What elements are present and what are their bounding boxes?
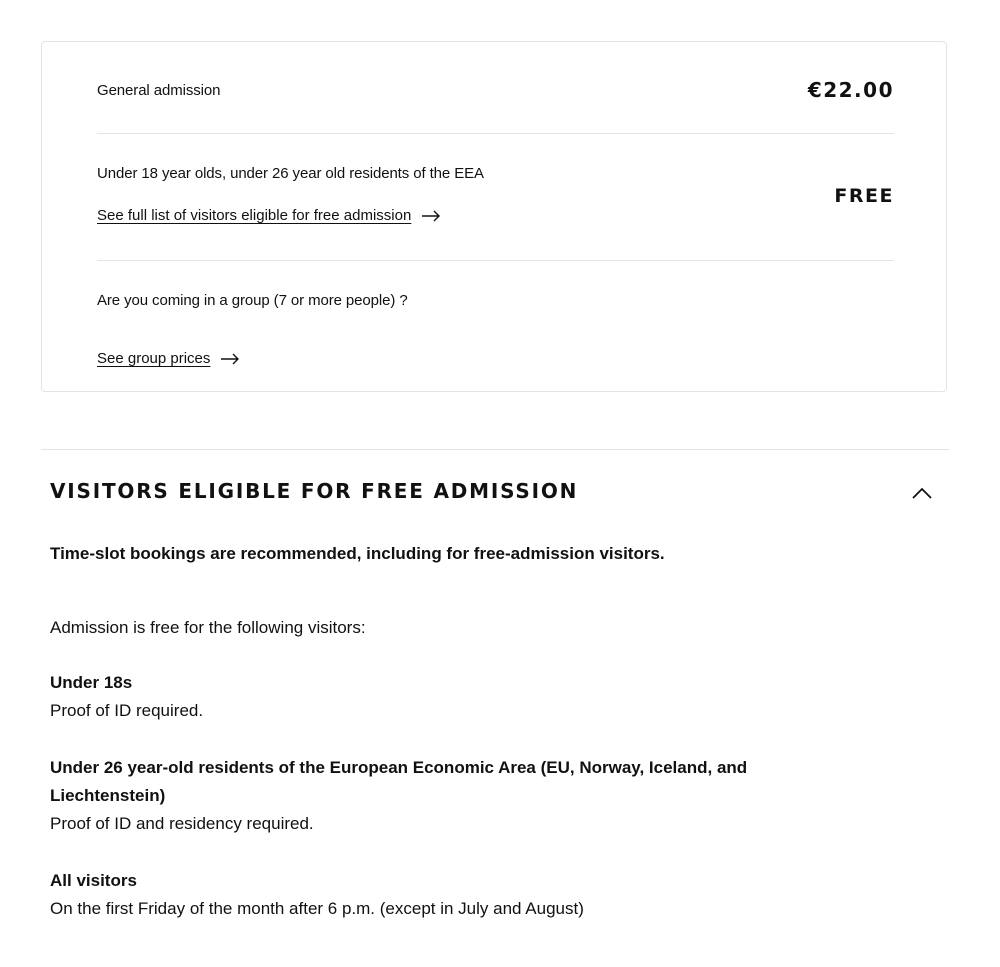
eligibility-group <box>50 754 810 838</box>
price-value: €22.00 <box>807 78 894 102</box>
accordion-title[interactable]: VISITORS ELIGIBLE FOR FREE ADMISSION <box>50 479 579 503</box>
price-row-group <box>97 260 894 393</box>
booking-notice: Time-slot bookings are recommended, including for free-admission visitors. <box>50 544 665 563</box>
eligibility-group-title: Under 26 year-old residents of the European Economic Area (EU, Norway, Iceland, and Liechtenstein) <box>50 758 748 805</box>
price-row-label: Under 18 year olds, under 26 year old residents of the EEA <box>97 165 484 182</box>
eligibility-group-title: Under 18s <box>50 673 133 692</box>
price-row-label: Are you coming in a group (7 or more people) ? <box>97 292 408 309</box>
price-row-label: General admission <box>97 82 221 99</box>
eligibility-group-description: Proof of ID and residency required. <box>50 814 314 833</box>
eligibility-group-description: On the first Friday of the month after 6 p.m. (except in July and August) <box>50 899 584 918</box>
price-row-free <box>97 133 894 261</box>
price-value: FREE <box>834 185 894 207</box>
pricing-card <box>41 41 947 392</box>
link-text: See group prices <box>97 350 211 367</box>
accordion-divider <box>41 449 949 450</box>
eligibility-group-title: All visitors <box>50 871 137 890</box>
price-row-general <box>97 42 894 134</box>
eligibility-group <box>50 669 810 725</box>
link-text: See full list of visitors eligible for free admission <box>97 207 412 224</box>
arrow-right-icon <box>421 210 441 222</box>
group-prices-link[interactable] <box>97 350 240 367</box>
eligibility-group <box>50 867 930 923</box>
arrow-right-icon <box>220 353 240 365</box>
free-admission-list-link[interactable] <box>97 207 441 224</box>
eligibility-group-description: Proof of ID required. <box>50 701 204 720</box>
chevron-up-icon[interactable] <box>911 486 933 500</box>
eligibility-intro: Admission is free for the following visitors: <box>50 618 366 637</box>
